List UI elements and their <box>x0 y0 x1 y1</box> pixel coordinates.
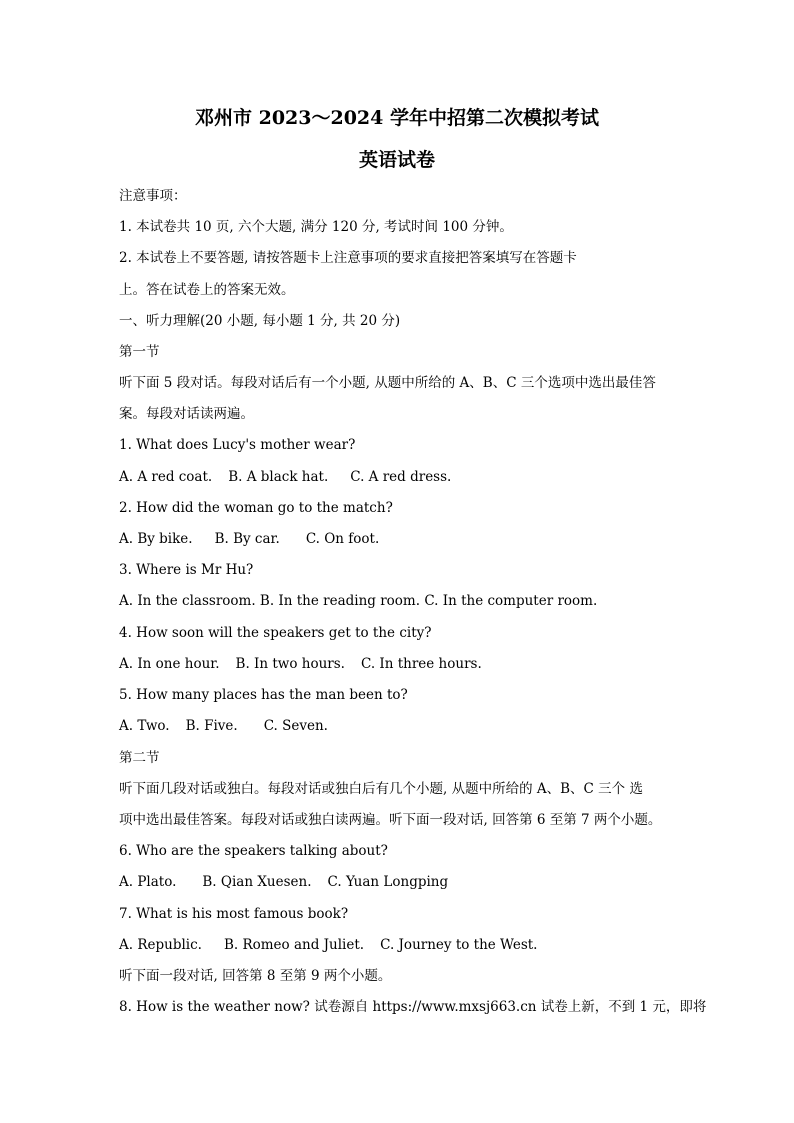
option-b: B. Qian Xuesen. <box>202 874 312 890</box>
part-1-instructions-a: 听下面 5 段对话。每段对话后有一个小题, 从题中所给的 A、B、C 三个选项中选出最佳答 <box>119 375 656 391</box>
part-2-instructions-a: 听下面几段对话或独白。每段对话或独白后有几个小题, 从题中所给的 A、B、C 三个 选 <box>119 781 643 797</box>
notice-heading: 注意事项： <box>119 188 187 204</box>
notice-item-2b: 上。答在试卷上的答案无效。 <box>119 282 295 298</box>
question-4: 4. How soon will the speakers get to the city? <box>119 625 432 641</box>
notice-item-1: 1. 本试卷共 10 页, 六个大题, 满分 120 分, 考试时间 100 分钟。 <box>119 219 513 235</box>
option-c: C. A red dress. <box>350 469 452 485</box>
option-c: C. In three hours. <box>360 656 482 672</box>
question-4-options <box>119 654 679 674</box>
notice-item-2a: 2. 本试卷上不要答题, 请按答题卡上注意事项的要求直接把答案填写在答题卡 <box>119 250 577 266</box>
question-3: 3. Where is Mr Hu? <box>119 562 254 578</box>
option-a: A. A red coat. <box>119 469 213 485</box>
question-2: 2. How did the woman go to the match? <box>119 500 393 516</box>
question-5: 5. How many places has the man been to? <box>119 687 408 703</box>
option-b: B. Romeo and Juliet. <box>223 937 365 953</box>
option-c: C. Seven. <box>263 718 328 734</box>
part-2-instructions-b: 项中选出最佳答案。每段对话或独白读两遍。听下面一段对话, 回答第 6 至第 7 两个小题。 <box>119 812 662 828</box>
option-a: A. By bike. <box>119 531 193 547</box>
question-6-options <box>119 872 679 892</box>
part-1-instructions-b: 案。每段对话读两遍。 <box>119 406 254 422</box>
exam-title: 邓州市 2023～2024 学年中招第二次模拟考试 <box>195 107 599 129</box>
question-3-options: A. In the classroom. B. In the reading room. C. In the computer room. <box>119 593 598 609</box>
option-c: C. Journey to the West. <box>380 937 538 953</box>
option-a: A. Two. <box>119 718 170 734</box>
dialog-instruction-8-9: 听下面一段对话, 回答第 8 至第 9 两个小题。 <box>119 968 392 984</box>
option-b: B. By car. <box>214 531 280 547</box>
option-b: B. A black hat. <box>228 469 329 485</box>
option-a: A. Plato. <box>119 874 177 890</box>
question-7: 7. What is his most famous book? <box>119 906 349 922</box>
option-a: A. In one hour. <box>119 656 220 672</box>
question-8: 8. How is the weather now? 试卷源自 https://www.mxsj663.cn 试卷上新，不到 1 元，即将 <box>119 999 707 1015</box>
question-1-options <box>119 467 679 487</box>
section-1-heading: 一、听力理解(20 小题, 每小题 1 分, 共 20 分) <box>119 313 401 329</box>
option-a: A. Republic. <box>119 937 202 953</box>
question-1: 1. What does Lucy's mother wear? <box>119 437 356 453</box>
option-b: B. Five. <box>185 718 238 734</box>
exam-subtitle: 英语试卷 <box>358 149 435 171</box>
question-5-options <box>119 716 679 736</box>
option-c: C. Yuan Longping <box>327 874 449 890</box>
option-c: C. On foot. <box>305 531 380 547</box>
question-6: 6. Who are the speakers talking about? <box>119 843 388 859</box>
question-7-options <box>119 935 679 955</box>
option-b: B. In two hours. <box>235 656 345 672</box>
part-2-heading: 第二节 <box>119 750 160 766</box>
question-2-options <box>119 529 679 549</box>
part-1-heading: 第一节 <box>119 344 160 360</box>
